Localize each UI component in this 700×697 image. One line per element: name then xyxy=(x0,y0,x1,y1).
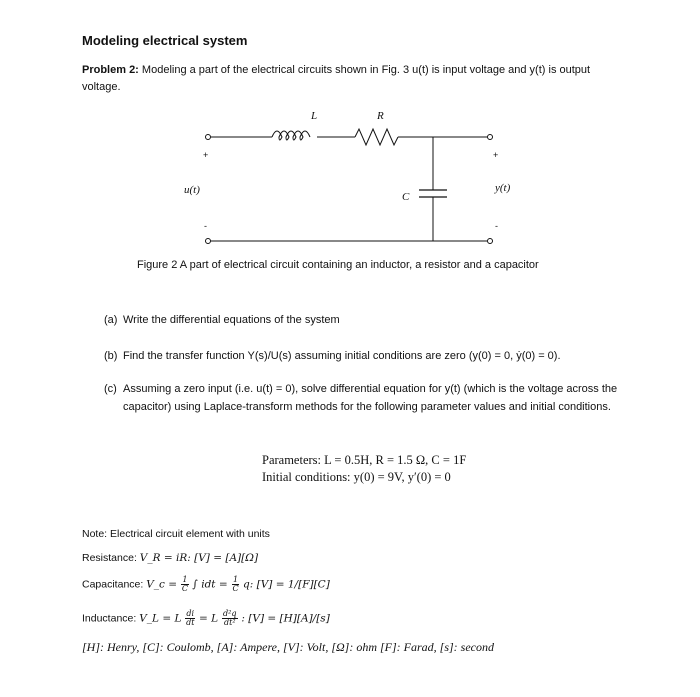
output-top-terminal xyxy=(488,135,493,140)
parameters-line: Parameters: L = 0.5H, R = 1.5 Ω, C = 1F xyxy=(262,453,467,467)
question-a-text: Write the differential equations of the system xyxy=(123,314,340,326)
output-bottom-terminal xyxy=(488,239,493,244)
input-voltage-label: u(t) xyxy=(184,184,200,196)
capacitance-eq-part2: ∫ idt = xyxy=(192,578,232,591)
fraction-d2q-dt2 xyxy=(222,610,237,627)
problem-statement xyxy=(82,62,622,96)
fraction-one-over-c xyxy=(181,576,188,593)
output-voltage-label: y(t) xyxy=(495,182,511,194)
figure-caption: Figure 2 A part of electrical circuit containing an inductor, a resistor and a capacitor xyxy=(137,259,539,271)
frac-denominator-2: C xyxy=(232,584,239,593)
problem-label: Problem 2: xyxy=(82,64,139,76)
inductance-eq-part1: V_L = L xyxy=(139,612,182,625)
frac-d2q: d²q xyxy=(223,609,237,618)
input-plus-sign: + xyxy=(203,150,209,160)
question-a xyxy=(104,312,624,330)
capacitor-label: C xyxy=(402,191,410,203)
frac-denominator: C xyxy=(181,584,189,593)
resistance-equation: V_R = iR: [V] = [A][Ω] xyxy=(139,552,259,564)
input-minus-sign: - xyxy=(204,221,207,231)
output-plus-sign: + xyxy=(493,150,499,160)
frac-di: di xyxy=(186,609,195,618)
question-c xyxy=(104,381,622,416)
frac-numerator: 1 xyxy=(182,575,188,584)
capacitance-label: Capacitance: xyxy=(82,578,144,591)
question-c-text: Assuming a zero input (i.e. u(t) = 0), solve differential equation for y(t) (which is the voltage across the capacitor) using Laplace-transform methods for the following parameter values and initial conditions. xyxy=(123,383,618,413)
inductor-label: L xyxy=(311,110,318,122)
frac-dt2: dt² xyxy=(224,618,236,627)
inductance-eq-part2: = L xyxy=(199,612,219,625)
frac-dt: dt xyxy=(186,618,195,627)
capacitance-eq-part1: V_c = xyxy=(146,578,181,591)
inductance-eq-part3: : [V] = [H][A]/[s] xyxy=(241,612,330,625)
capacitance-eq-part3: q: [V] = 1/[F][C] xyxy=(243,578,330,591)
resistor-symbol xyxy=(355,129,398,145)
input-bottom-terminal xyxy=(206,239,211,244)
units-legend: [H]: Henry, [C]: Coulomb, [A]: Ampere, [V]: Volt, [Ω]: ohm [F]: Farad, [s]: second xyxy=(82,640,495,654)
note-heading: Note: Electrical circuit element with units xyxy=(82,528,270,540)
capacitance-line xyxy=(82,576,330,593)
resistance-line xyxy=(82,552,258,564)
parameters-block xyxy=(262,452,466,486)
inductance-label: Inductance: xyxy=(82,612,137,625)
resistance-label: Resistance: xyxy=(82,552,137,564)
question-b-text: Find the transfer function Y(s)/U(s) assuming initial conditions are zero (y(0) = 0, ẏ(0) = 0). xyxy=(123,350,561,362)
input-top-terminal xyxy=(206,135,211,140)
question-b xyxy=(104,348,644,366)
inductance-line xyxy=(82,610,330,627)
resistor-label: R xyxy=(377,110,384,122)
fraction-di-dt xyxy=(185,610,195,627)
initial-conditions-line: Initial conditions: y(0) = 9V, y′(0) = 0 xyxy=(262,470,451,484)
circuit-diagram xyxy=(184,105,511,250)
question-c-label: (c) xyxy=(104,383,117,395)
question-b-label: (b) xyxy=(104,350,118,362)
fraction-one-over-c-2 xyxy=(232,576,239,593)
question-a-label: (a) xyxy=(104,314,118,326)
output-minus-sign: - xyxy=(495,221,498,231)
page-title: Modeling electrical system xyxy=(82,33,248,48)
problem-text: Modeling a part of the electrical circuits shown in Fig. 3 u(t) is input voltage and y(t) is output voltage. xyxy=(82,64,591,93)
inductor-symbol xyxy=(272,131,310,140)
frac-numerator-2: 1 xyxy=(233,575,239,584)
